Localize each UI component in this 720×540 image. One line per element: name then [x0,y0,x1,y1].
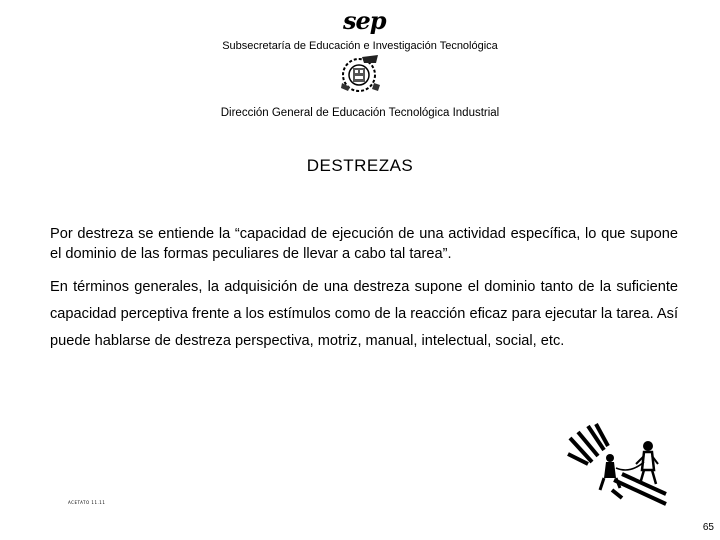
paragraph-general-terms: En términos generales, la adquisición de una destreza supone el dominio tanto de la suficiente capacidad perceptiva frente a los estímulos como de la reacción eficaz para ejecutar la tarea. Así puede hablarse de destreza perspectiva, motriz, manual, intelectual, social, etc. [50,279,678,349]
subsecretaria-heading: Subsecretaría de Educación e Investigación Tecnológica [222,40,498,52]
page-title: DESTREZAS [306,156,414,175]
dgeti-emblem-icon [338,53,382,95]
tools-and-figures-icon [562,420,674,508]
sep-logo: sep [343,6,386,35]
page-number: 65 [702,522,714,533]
direccion-heading: Dirección General de Educación Tecnológica Industrial [220,107,500,119]
slide-code: ACETATO 11.11 [68,500,106,505]
paragraph-definition: Por destreza se entiende la “capacidad de ejecución de una actividad específica, lo que supone el dominio de las formas peculiares de llevar a cabo tal tarea”. [50,226,678,262]
